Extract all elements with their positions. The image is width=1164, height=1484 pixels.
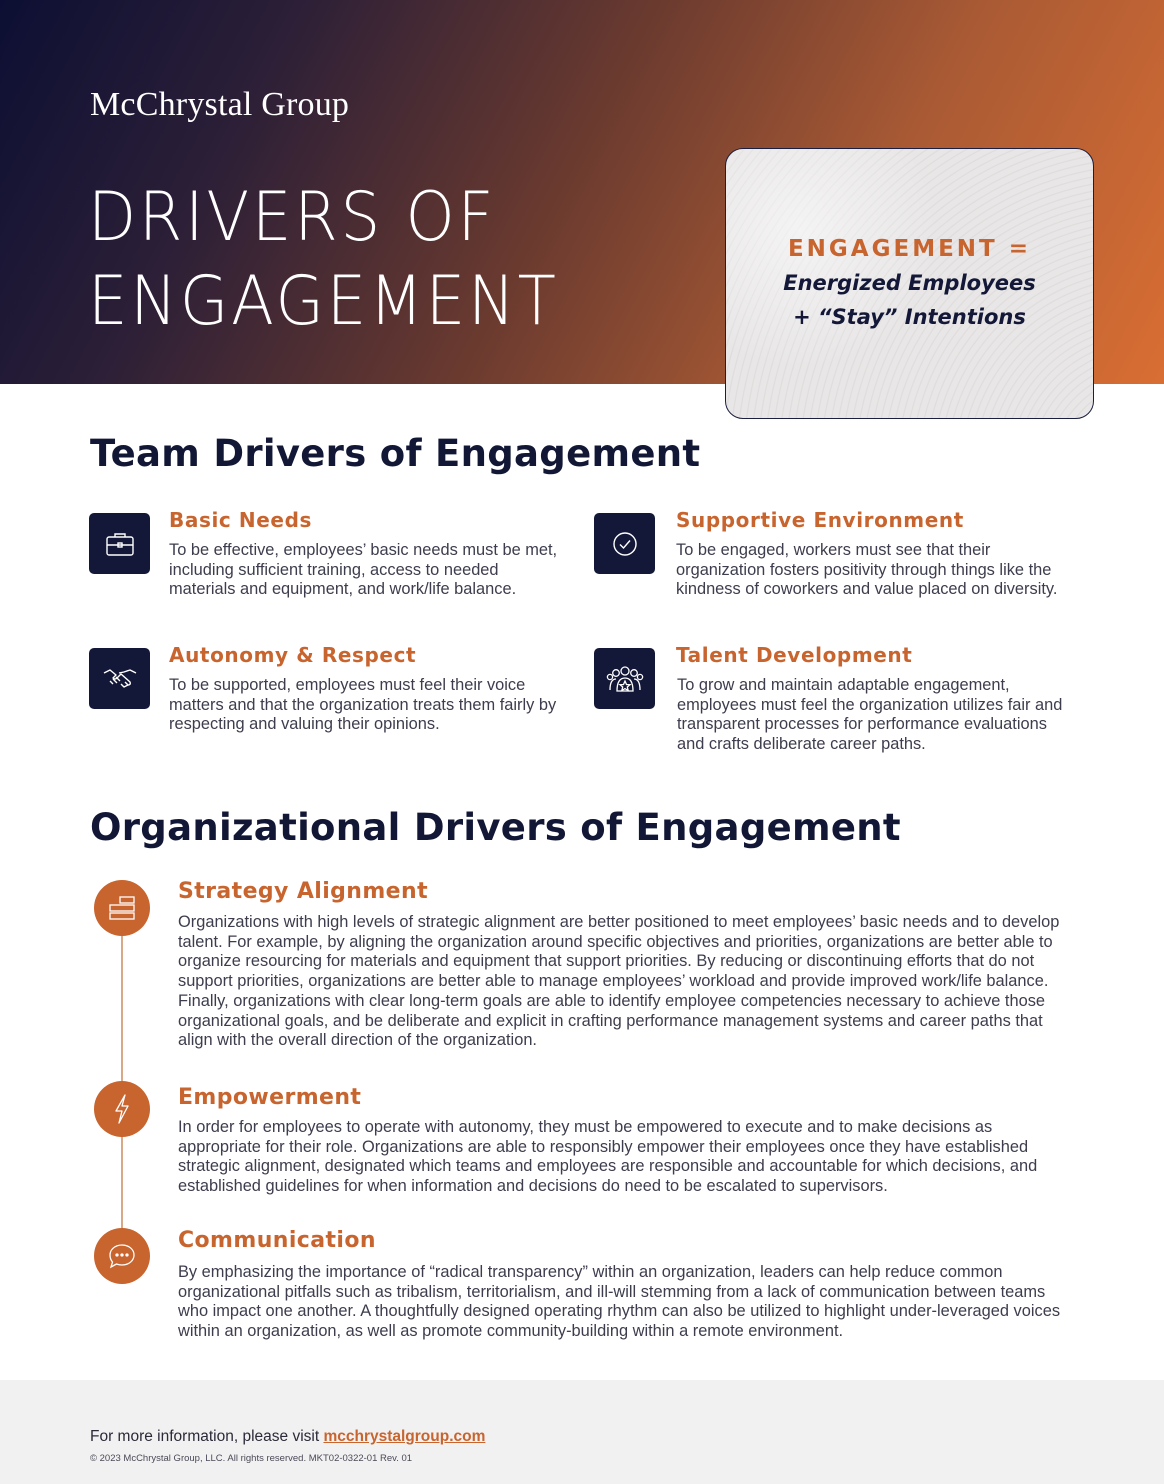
team-section-title: Team Drivers of Engagement — [90, 432, 701, 475]
check-circle-icon — [594, 513, 655, 574]
driver-title: Supportive Environment — [676, 508, 964, 532]
chat-bubble-icon — [94, 1228, 150, 1284]
driver-title: Talent Development — [676, 643, 913, 667]
callout-line-2: + “Stay” Intentions — [793, 305, 1026, 329]
footer — [0, 1380, 1164, 1484]
callout-line-1: Energized Employees — [783, 271, 1036, 295]
driver-title: Autonomy & Respect — [169, 643, 417, 667]
copyright-text: © 2023 McChrystal Group, LLC. All rights reserved. MKT02-0322-01 Rev. 01 — [90, 1453, 413, 1464]
org-item-title: Empowerment — [178, 1085, 362, 1110]
driver-text: To be supported, employees must feel their voice matters and that the organization treats them fairly by respecting and valuing their opinions. — [169, 676, 557, 734]
handshake-icon — [89, 648, 150, 709]
org-item-text: Organizations with high levels of strategic alignment are better positioned to meet employees’ basic needs and to develop talent. For example, by aligning the organization around specific objectives and priorities, organizations are better able to organize resourcing for materials and equipment that support priorities. By reducing or discontinuing efforts that do not support priorities, organizations are better able to manage employees’ workload and provide improved work/life balance. Finally, organizations with clear long-term goals are able to identify employee competencies necessary to achieve those organizational goals, and be deliberate and explicit in crafting performance management systems and career paths that align with the overall direction of the organization. — [178, 913, 1060, 1050]
org-section-title: Organizational Drivers of Engagement — [90, 806, 901, 849]
page-title-line1: DRIVERS OF — [88, 178, 497, 257]
stacked-blocks-icon — [94, 880, 150, 936]
team-star-icon — [594, 648, 655, 709]
brand-logo: McChrystal Group — [90, 86, 350, 123]
org-item-title: Strategy Alignment — [178, 879, 428, 904]
org-item-text: By emphasizing the importance of “radical transparency” within an organization, leaders can help reduce common organizational pitfalls such as tribalism, territorialism, and ill-will stemming from a lack of communication between teams who impact one another. A thoughtfully designed operating rhythm can also be utilized to highlight under-leveraged voices within an organization, as well as promote community-building within a remote environment. — [178, 1263, 1061, 1341]
driver-title: Basic Needs — [169, 508, 313, 532]
lightning-icon — [94, 1081, 150, 1137]
page-title — [88, 176, 603, 344]
footer-prefix: For more information, please visit — [90, 1428, 324, 1445]
org-item-text: In order for employees to operate with autonomy, they must be empowered to execute and to make decisions as appropriate for their role. Organizations are able to responsibly empower their employees once they have established strategic alignment, designated which teams and employees are responsible and accountable for which decisions, and established guidelines for when information and decisions do need to be escalated to supervisors. — [178, 1118, 1038, 1196]
website-link[interactable]: mcchrystalgroup.com — [323, 1428, 486, 1445]
driver-text: To grow and maintain adaptable engagement, employees must feel the organization utilizes fair and transparent processes for performance evaluations and crafts deliberate career paths. — [677, 676, 1063, 753]
org-item-title: Communication — [178, 1228, 376, 1253]
driver-text: To be effective, employees’ basic needs must be met, including sufficient training, access to needed materials and equipment, and work/life balance. — [169, 541, 558, 599]
driver-text: To be engaged, workers must see that their organization fosters positivity through things like the kindness of coworkers and value placed on diversity. — [676, 541, 1058, 599]
callout-equation: ENGAGEMENT = — [787, 236, 1032, 262]
engagement-callout — [725, 148, 1094, 419]
footer-info — [90, 1428, 485, 1446]
page-title-line2: ENGAGEMENT — [88, 262, 559, 341]
briefcase-icon — [89, 513, 150, 574]
